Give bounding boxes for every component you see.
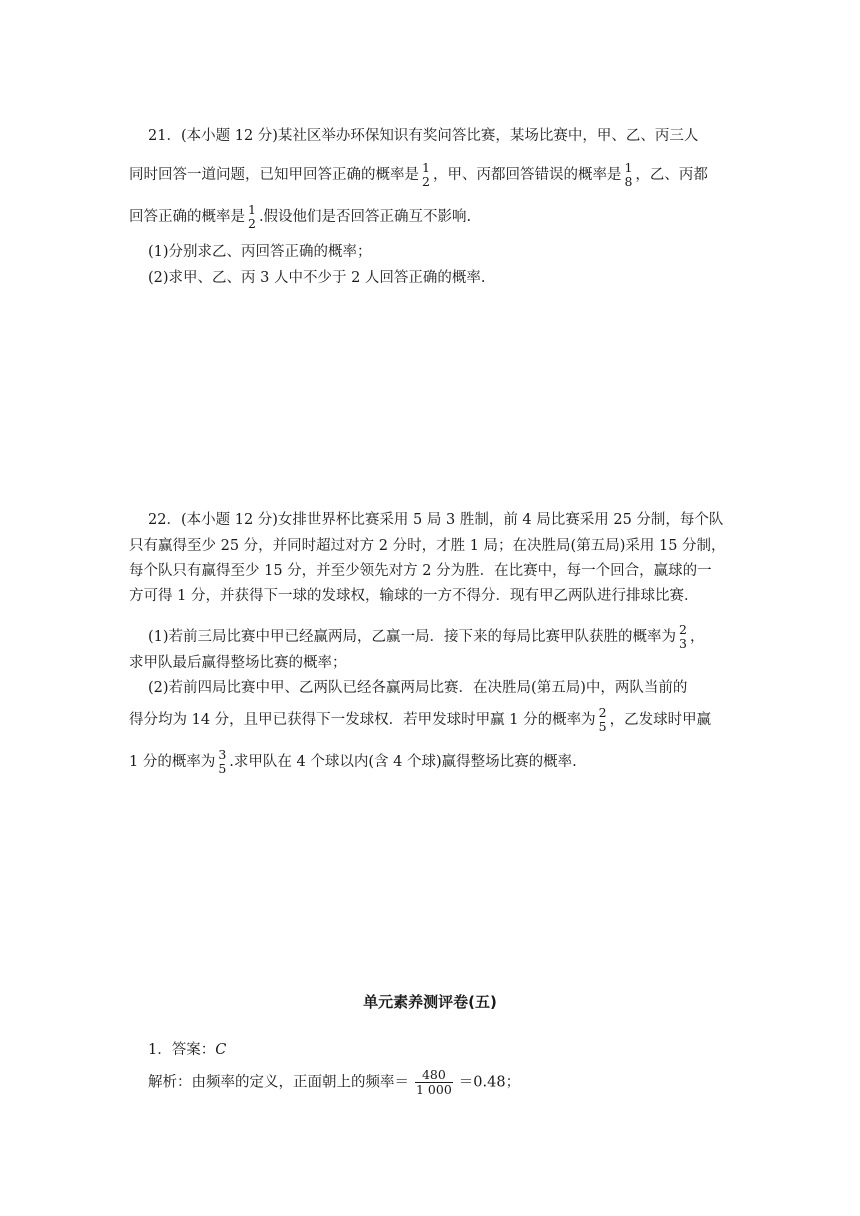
fraction-one-half-2: 1 2 [248,202,256,231]
q21-text-2c: ，乙、丙都 [635,167,708,183]
explanation-text-a: 解析：由频率的定义，正面朝上的频率＝ [148,1074,409,1091]
q21-text-3a: 回答正确的概率是 [129,209,245,225]
q22-text-p2b1: 得分均为 14 分，且甲已获得下一发球权．若甲发球时甲赢 1 分的概率为 [129,712,596,728]
fraction-480-over-1000: $\frac{480}{1 000}$ [416,1067,452,1097]
answer-1-explanation [148,1068,520,1097]
q21-text-1: 21．(本小题 12 分)某社区举办环保知识有奖问答比赛，某场比赛中，甲、乙、丙三人 [148,128,699,144]
q21-line-2 [129,161,708,189]
fraction-one-half: 1 2 [422,160,430,189]
q22-part-2-line-3 [129,748,577,776]
q22-text-p2c1: 1 分的概率为 [129,754,216,770]
q21-text-3b: .假设他们是否回答正确互不影响. [258,209,472,225]
q22-text-p2c2: .求甲队在 4 个球以内(含 4 个球)赢得整场比赛的概率. [229,754,577,770]
q22-text-p1a: (1)若前三局比赛中甲已经赢两局，乙赢一局．接下来的每局比赛甲队获胜的概率为 [148,629,677,645]
answers-title: 单元素养测评卷(五) [363,993,497,1011]
q22-line-1: 22．(本小题 12 分)女排世界杯比赛采用 5 局 3 胜制，前 4 局比赛采用 25 分制，每个队 [148,512,724,528]
fraction-two-thirds: 2 3 [679,622,687,651]
explanation-text-b: ＝0.48； [458,1074,521,1091]
q22-part-2-line-1: (2)若前四局比赛中甲、乙两队已经各赢两局比赛．在决胜局(第五局)中，两队当前的 [148,680,688,696]
q21-line-1 [148,126,698,146]
q22-line-3: 每个队只有赢得至少 15 分，并至少领先对方 2 分为胜．在比赛中，每一个回合，赢球的一 [129,563,712,579]
q21-part-2: (2)求甲、乙、丙 3 人中不少于 2 人回答正确的概率. [148,270,486,286]
fraction-one-eighth: 1 8 [624,160,633,189]
q22-text-p2b2: ，乙发球时甲赢 [609,712,712,728]
q22-part-1-line-2: 求甲队最后赢得整场比赛的概率； [129,655,347,671]
q22-part-1-line-1 [148,623,705,651]
q21-text-2b: ，甲、丙都回答错误的概率是 [432,167,622,183]
q22-text-p1b: ， [690,629,705,645]
q21-part-1: (1)分别求乙、丙回答正确的概率； [148,244,372,260]
q22-part-2-line-2 [129,706,711,734]
q22-line-2: 只有赢得至少 25 分，并同时超过对方 2 分时，才胜 1 局；在决胜局(第五局)采用 15 分制， [129,538,726,554]
answer-1-value: C [215,1042,227,1058]
answer-1 [148,1040,226,1060]
q22-line-4: 方可得 1 分，并获得下一球的发球权，输球的一方不得分．现有甲乙两队进行排球比赛． [129,588,699,604]
q21-text-2a: 同时回答一道问题，已知甲回答正确的概率是 [129,167,419,183]
answer-1-label: 1．答案： [148,1042,216,1058]
fraction-two-fifths: 2 5 [598,705,607,734]
fraction-three-fifths: 3 5 [218,747,227,776]
q21-line-3 [129,203,471,231]
